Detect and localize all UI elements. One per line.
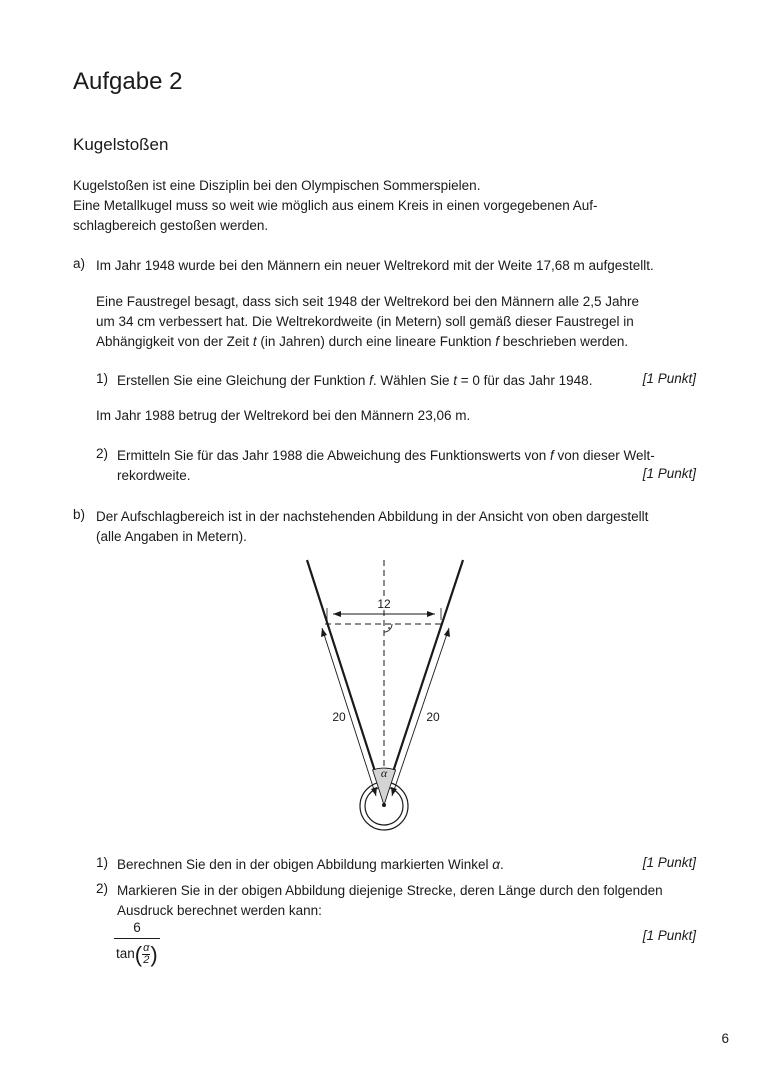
arrowhead bbox=[333, 611, 341, 617]
rule-line: um 34 cm verbessert hat. Die Weltrekordweite (in Metern) soll gemäß dieser Faustregel in bbox=[96, 314, 634, 329]
question-b1-number: 1) bbox=[96, 855, 109, 870]
arrowhead bbox=[444, 628, 450, 637]
fraction-denominator: tan( $\frac{\alpha}{2}$ ) bbox=[116, 941, 158, 967]
angle-alpha-label: α bbox=[380, 766, 388, 780]
width-label: 12 bbox=[377, 597, 391, 611]
part-b-intro: Der Aufschlagbereich ist in der nachstehenden Abbildung in der Ansicht von oben dargestellt (alle Angaben in Metern). bbox=[96, 509, 649, 544]
page-number: 6 bbox=[721, 1031, 729, 1046]
fraction-numerator: 6 bbox=[133, 920, 141, 935]
left-length-label: 20 bbox=[332, 710, 346, 724]
arrowhead bbox=[321, 628, 327, 637]
question-b2-number: 2) bbox=[96, 881, 109, 896]
arrowhead bbox=[427, 611, 435, 617]
question-b2-text: Markieren Sie in der obigen Abbildung diejenige Strecke, deren Länge durch den folgenden Ausdruck berechnet werden kann: bbox=[117, 883, 663, 918]
question-a2-text: Ermitteln Sie für das Jahr 1988 die Abweichung des Funktionswerts von f von dieser Welt- rekordweite. bbox=[117, 448, 655, 483]
intro-line: schlagbereich gestoßen werden. bbox=[73, 218, 269, 233]
sector-left-line bbox=[307, 560, 381, 790]
part-a-info: Im Jahr 1988 betrug der Weltrekord bei den Männern 23,06 m. bbox=[96, 408, 471, 423]
rule-line: Eine Faustregel besagt, dass sich seit 1948 der Weltrekord bei den Männern alle 2,5 Jahre bbox=[96, 294, 640, 309]
question-b1-points: [1 Punkt] bbox=[642, 855, 696, 870]
right-dimension-line bbox=[392, 628, 449, 796]
question-a1-number: 1) bbox=[96, 371, 109, 386]
sector-vertex bbox=[382, 803, 386, 807]
part-a-intro: Im Jahr 1948 wurde bei den Männern ein neuer Weltrekord mit der Weite 17,68 m aufgestellt. bbox=[96, 258, 654, 273]
question-b2-points: [1 Punkt] bbox=[642, 928, 696, 943]
task-subtitle: Kugelstoßen bbox=[73, 135, 169, 154]
right-angle-marker bbox=[384, 624, 392, 632]
question-a2-points: [1 Punkt] bbox=[642, 466, 696, 481]
question-a1-text: Erstellen Sie eine Gleichung der Funktion f. Wählen Sie t = 0 für das Jahr 1948. bbox=[117, 373, 593, 388]
task-title: Aufgabe 2 bbox=[73, 68, 183, 95]
part-a-label: a) bbox=[73, 256, 86, 271]
left-dimension-line bbox=[322, 628, 376, 796]
question-a2-number: 2) bbox=[96, 446, 109, 461]
right-angle-dot bbox=[388, 627, 390, 629]
intro-line: Eine Metallkugel muss so weit wie möglich aus einem Kreis in einen vorgegebenen Auf- bbox=[73, 198, 598, 213]
sector-right-line bbox=[387, 560, 463, 790]
intro-line: Kugelstoßen ist eine Disziplin bei den Olympischen Sommerspielen. bbox=[73, 178, 481, 193]
fraction-bar bbox=[114, 938, 160, 939]
question-a1-points: [1 Punkt] bbox=[642, 371, 696, 386]
part-b-label: b) bbox=[73, 507, 86, 522]
right-length-label: 20 bbox=[426, 710, 440, 724]
question-b1-text: Berechnen Sie den in der obigen Abbildung markierten Winkel α. bbox=[117, 857, 504, 872]
rule-line: Abhängigkeit von der Zeit t (in Jahren) durch eine lineare Funktion f beschrieben werden. bbox=[96, 334, 629, 349]
